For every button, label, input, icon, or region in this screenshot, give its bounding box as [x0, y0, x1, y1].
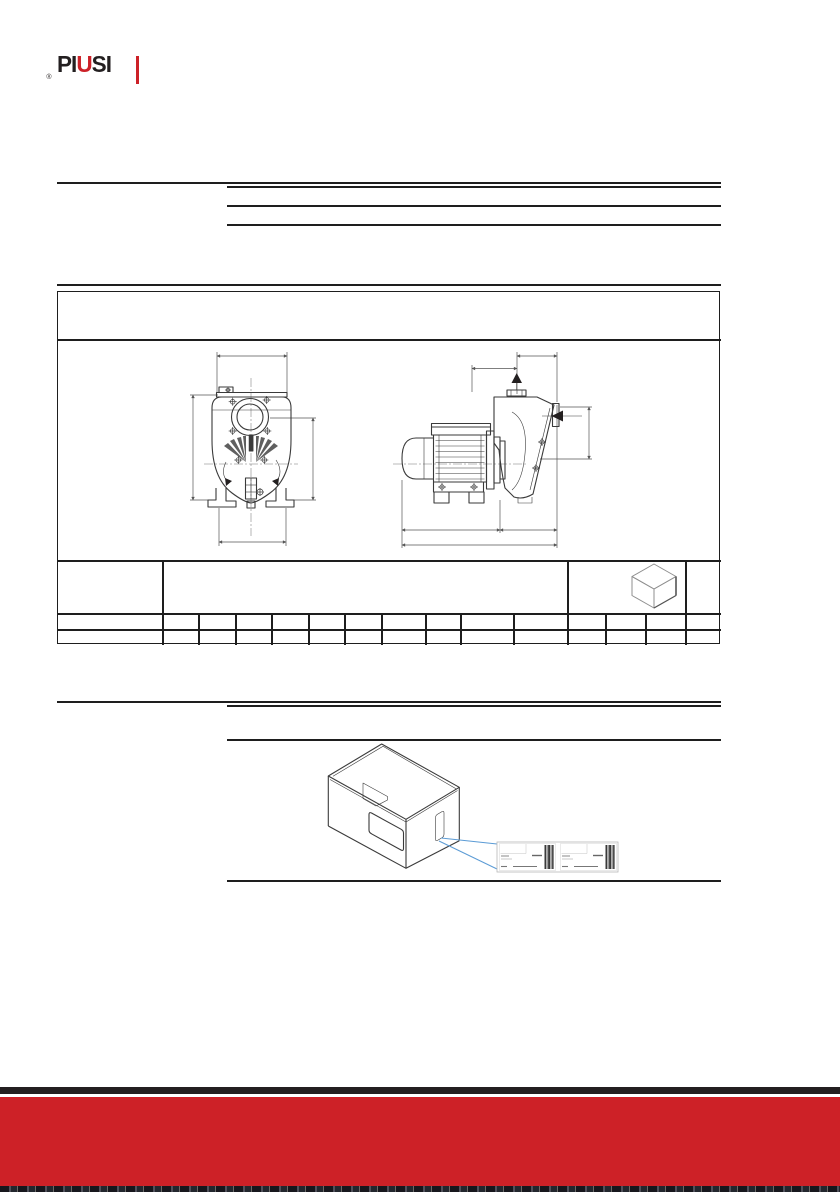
- footer-black-bar: [0, 1087, 840, 1094]
- logo-part2: SI: [91, 51, 111, 77]
- bolt-mark: [229, 398, 237, 406]
- section2-rule-full: [57, 701, 721, 703]
- rotation-arrow-right: [272, 478, 279, 486]
- dim-col-6: [344, 613, 346, 645]
- section1-rule-2: [227, 205, 721, 207]
- dim-table-row2-top: [57, 629, 721, 631]
- dim-col-8: [425, 613, 427, 645]
- package-label-left: [500, 844, 556, 871]
- impeller-blades-left: [224, 436, 246, 462]
- carton-outline: [328, 744, 459, 868]
- frame-titleblock-top: [57, 560, 721, 562]
- section1-rule-1: [227, 186, 721, 188]
- dim-col-4: [271, 613, 273, 645]
- rotation-arrow-left: [225, 478, 232, 486]
- carton-label-window-front: [369, 813, 404, 851]
- logo-wordmark: [57, 51, 114, 77]
- dim-col-9: [460, 613, 462, 645]
- footer-red-bar: [0, 1097, 840, 1186]
- shipping-label-detail: [497, 842, 618, 872]
- pump-side-view-drawing: [390, 350, 600, 555]
- logo-part1: PI: [57, 51, 77, 77]
- section2-rule-bottom: [227, 880, 721, 882]
- dim-col-7: [381, 613, 383, 645]
- impeller-blades-right: [256, 436, 278, 462]
- carton-label-window-side: [436, 811, 445, 840]
- packaging-box-drawing: [300, 740, 640, 877]
- registered-trademark: ®: [46, 74, 52, 81]
- front-view-centerlines: [204, 378, 298, 536]
- section1-rule-3: [227, 224, 721, 226]
- pre-frame-rule: [57, 284, 721, 286]
- logo-accent-letter: U: [76, 51, 92, 77]
- dim-col-5: [308, 613, 310, 645]
- section1-rule-full: [57, 182, 721, 184]
- piusi-logo: [46, 51, 115, 81]
- drain-plug-mark: [256, 488, 264, 496]
- pump-front-view-drawing: [170, 350, 320, 555]
- outlet-flow-arrow-icon: [512, 373, 523, 383]
- bolt-mark: [470, 483, 478, 491]
- dim-col-3: [235, 613, 237, 645]
- dim-col-10: [513, 613, 515, 645]
- titleblock-v2: [567, 560, 569, 613]
- section2-rule-1: [227, 705, 721, 707]
- package-label-right: [561, 844, 617, 871]
- page-bottom-edge-strip: [0, 1186, 840, 1192]
- bolt-mark: [438, 483, 446, 491]
- dim-col-1: [162, 613, 164, 645]
- dim-col-12: [605, 613, 607, 645]
- brand-divider-line: [136, 56, 139, 84]
- dim-col-2: [198, 613, 200, 645]
- frame-title-band-divider: [57, 339, 721, 341]
- dim-col-11: [567, 613, 569, 645]
- dim-col-14: [685, 613, 687, 645]
- drawing-frame: [57, 291, 720, 644]
- titleblock-v3: [685, 560, 687, 613]
- orientation-cube-icon: [627, 561, 681, 609]
- dim-table-row1-top: [57, 613, 721, 615]
- titleblock-v1: [162, 560, 164, 613]
- dim-col-13: [645, 613, 647, 645]
- pump-side-outline: [402, 373, 582, 503]
- side-view-dimension-lines: [402, 352, 592, 548]
- label-leader-lines: [439, 838, 497, 869]
